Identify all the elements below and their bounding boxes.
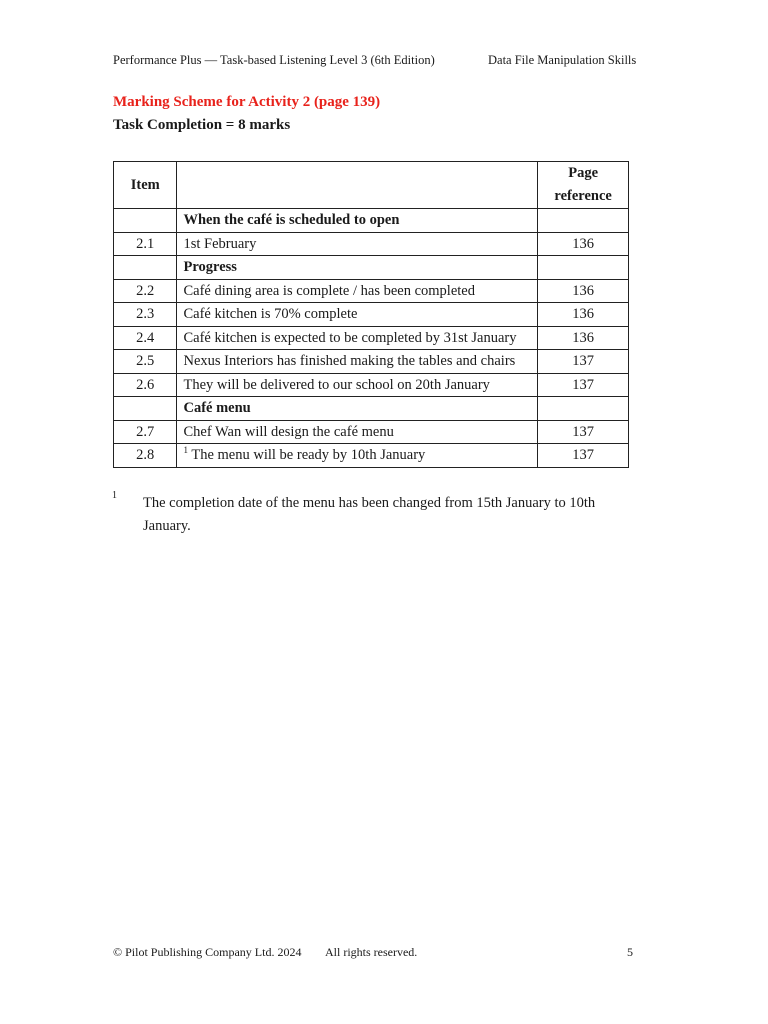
cell-item-number	[114, 209, 177, 233]
cell-item-number: 2.4	[114, 326, 177, 350]
cell-item-number	[114, 256, 177, 280]
cell-item-number: 2.8	[114, 444, 177, 468]
cell-description-text: The menu will be ready by 10th January	[191, 447, 426, 463]
table-row	[114, 420, 629, 444]
cell-page-reference: 136	[538, 232, 629, 256]
table-row	[114, 279, 629, 303]
cell-item-number: 2.6	[114, 373, 177, 397]
cell-section-heading: Café menu	[177, 397, 538, 421]
cell-item-number: 2.3	[114, 303, 177, 327]
table-section-row	[114, 256, 629, 280]
table-row	[114, 303, 629, 327]
marking-scheme-title: Marking Scheme for Activity 2 (page 139)	[113, 94, 381, 110]
footer-copyright: © Pilot Publishing Company Ltd. 2024	[113, 945, 302, 959]
table-section-row	[114, 397, 629, 421]
cell-page-reference	[538, 397, 629, 421]
footnote-text: The completion date of the menu has been changed from 15th January to 10th January.	[143, 495, 596, 534]
cell-description: Café kitchen is 70% complete	[177, 303, 538, 327]
table-row	[114, 232, 629, 256]
table-header-row	[114, 162, 629, 209]
cell-page-reference	[538, 256, 629, 280]
cell-item-number: 2.1	[114, 232, 177, 256]
column-header-page-reference	[538, 162, 629, 209]
cell-description: Nexus Interiors has finished making the tables and chairs	[177, 350, 538, 374]
footnote-mark: 1	[112, 490, 117, 501]
column-header-item: Item	[114, 162, 177, 209]
page-header-title: Performance Plus — Task-based Listening Level 3 (6th Edition)	[113, 53, 435, 67]
footnote-reference: 1	[183, 445, 188, 455]
table-body	[114, 209, 629, 468]
task-completion-subtitle: Task Completion = 8 marks	[113, 117, 291, 133]
cell-item-number: 2.7	[114, 420, 177, 444]
cell-page-reference: 137	[538, 350, 629, 374]
cell-page-reference	[538, 209, 629, 233]
table-section-row	[114, 209, 629, 233]
cell-section-heading: When the café is scheduled to open	[177, 209, 538, 233]
cell-item-number	[114, 397, 177, 421]
page-header-line2: reference	[554, 188, 612, 204]
page-header-section: Data File Manipulation Skills	[488, 53, 637, 67]
cell-page-reference: 136	[538, 303, 629, 327]
table-row	[114, 373, 629, 397]
cell-item-number: 2.2	[114, 279, 177, 303]
cell-description: 1st February	[177, 232, 538, 256]
cell-description	[177, 444, 538, 468]
cell-description: Café dining area is complete / has been completed	[177, 279, 538, 303]
table-row	[114, 444, 629, 468]
page-number: 5	[627, 945, 633, 959]
cell-section-heading: Progress	[177, 256, 538, 280]
table-row	[114, 350, 629, 374]
page-header-line1: Page	[568, 165, 599, 181]
cell-page-reference: 137	[538, 420, 629, 444]
cell-item-number: 2.5	[114, 350, 177, 374]
cell-page-reference: 136	[538, 279, 629, 303]
footer-rights: All rights reserved.	[325, 945, 418, 959]
cell-page-reference: 136	[538, 326, 629, 350]
column-header-description	[177, 162, 538, 209]
cell-description: Café kitchen is expected to be completed by 31st January	[177, 326, 538, 350]
marking-scheme-table	[113, 161, 629, 468]
cell-description: They will be delivered to our school on 20th January	[177, 373, 538, 397]
table-row	[114, 326, 629, 350]
cell-description: Chef Wan will design the café menu	[177, 420, 538, 444]
cell-page-reference: 137	[538, 444, 629, 468]
cell-page-reference: 137	[538, 373, 629, 397]
